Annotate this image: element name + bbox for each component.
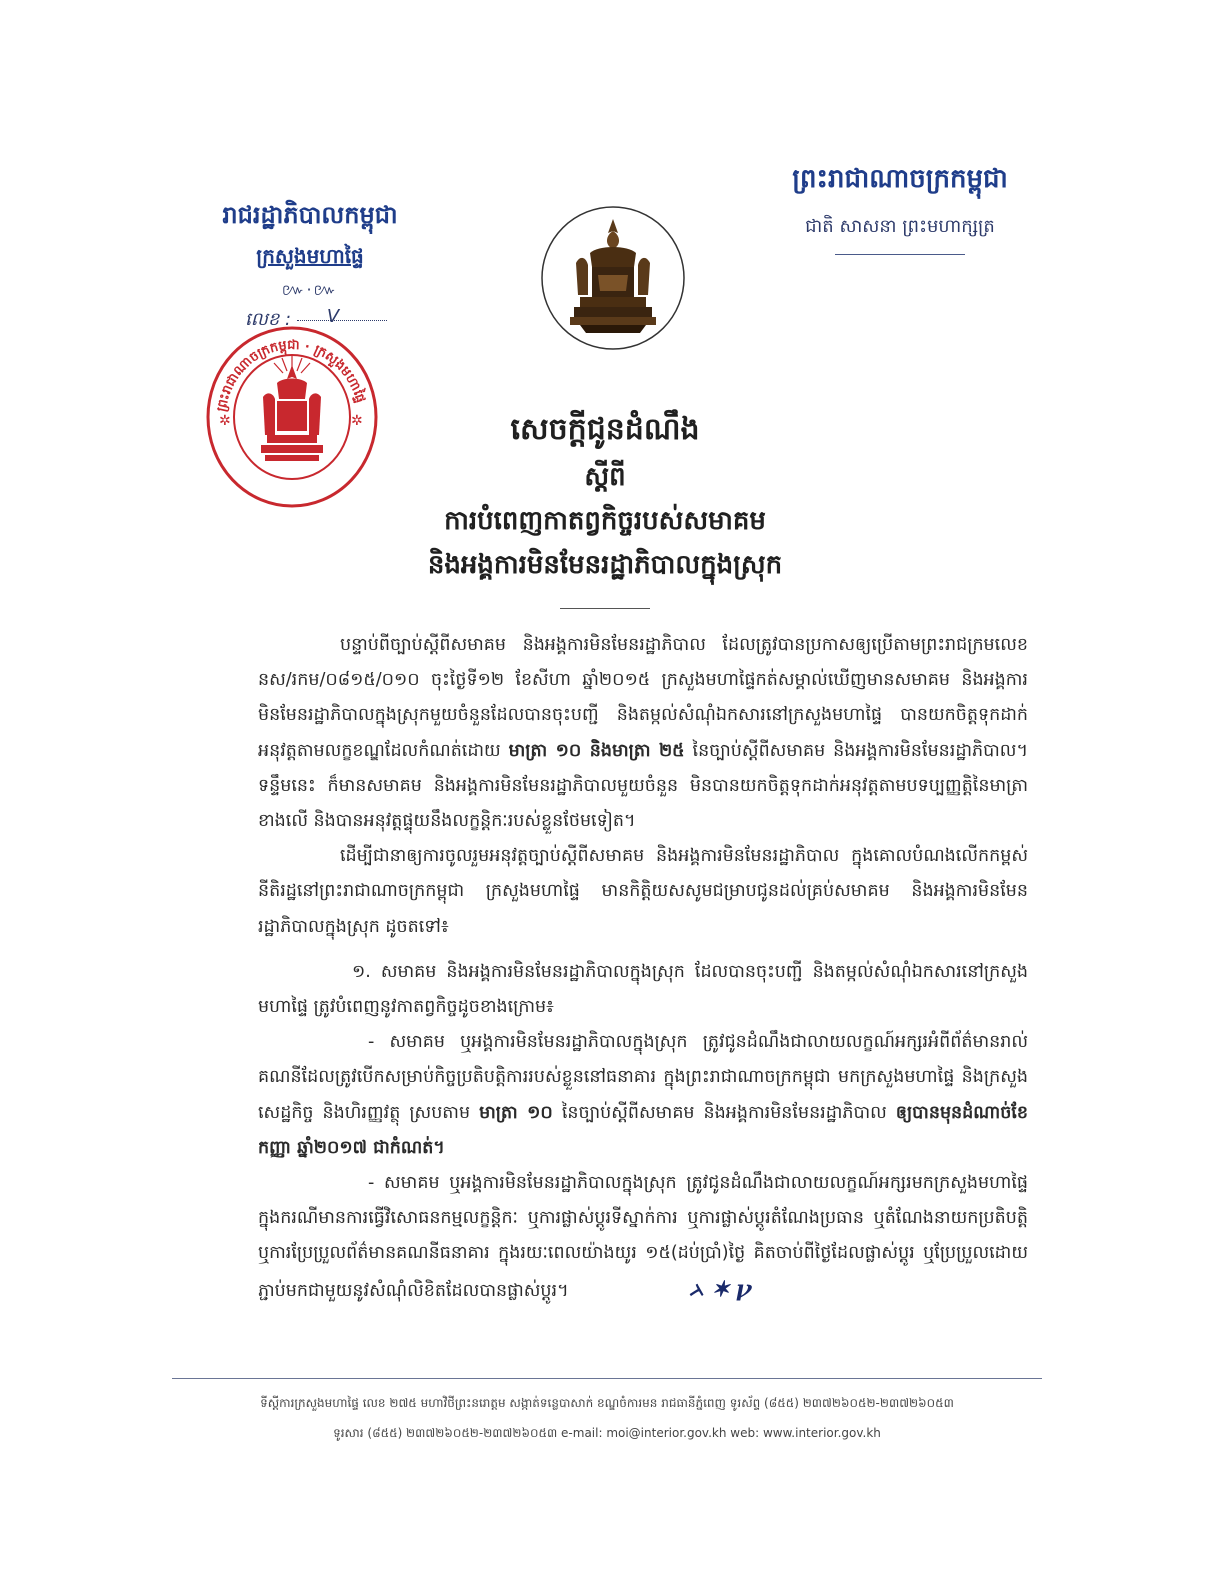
- svg-text:✲: ✲: [219, 413, 231, 429]
- paragraph-5: [258, 1166, 1028, 1309]
- footer: [176, 1388, 1038, 1448]
- government-name: រាជរដ្ឋាភិបាលកម្ពុជា: [222, 201, 398, 229]
- ministry-header: [195, 200, 425, 334]
- title-divider: [560, 608, 650, 609]
- svg-text:✲: ✲: [351, 413, 363, 429]
- number-field: [297, 306, 387, 327]
- title-line-3: ការបំពេញកាតព្វកិច្ចរបស់សមាគម: [444, 506, 766, 536]
- kingdom-motto: ជាតិ សាសនា ព្រះមហាក្សត្រ: [805, 216, 995, 237]
- paragraph-1-text-b: នៃច្បាប់ស្តីពីសមាគម និងអង្គការមិនមែនរដ្ឋាភិបាល។ ទន្ទឹមនេះ ក៏មានសមាគម និងអង្គការមិនមែនរដ្ឋាភិបាលមួយចំនួន មិនបានយកចិត្តទុកដាក់អនុវត្តតាមបទប្បញ្ញត្តិនៃមាត្រាខាងលើ និងបានអនុវត្តផ្ទុយនឹងលក្ខន្តិកៈរបស់ខ្លួនថែមទៀត។: [258, 740, 1028, 832]
- footer-address: ទីស្តីការក្រសួងមហាផ្ទៃ លេខ ២៧៥ មហាវិថីព្រះនរោត្តម សង្កាត់ទន្លេបាសាក់ ខណ្ឌចំការមន រាជធានីភ្នំពេញ ទូរស័ព្ទ (៨៥៥) ២៣៧២៦០៥២-២៣៧២៦០៥៣: [260, 1396, 954, 1410]
- paragraph-4-text-b: នៃច្បាប់ស្តីពីសមាគម និងអង្គការមិនមែនរដ្ឋាភិបាល: [561, 1102, 887, 1123]
- seal-text: ព្រះរាជាណាចក្រកម្ពុជា · ក្រសួងមហាផ្ទៃ: [214, 337, 368, 414]
- ornament: ៚·៚: [281, 280, 339, 299]
- number-value: V: [326, 306, 340, 327]
- article-reference: មាត្រា ១០ និងមាត្រា ២៥: [508, 740, 685, 761]
- title-line-1: សេចក្តីជូនដំណឹង: [510, 412, 700, 447]
- title-line-4: និងអង្គការមិនមែនរដ្ឋាភិបាលក្នុងស្រុក: [427, 550, 783, 580]
- notice-title: [300, 410, 910, 609]
- paragraph-2: ដើម្បីជានាឲ្យការចូលរួមអនុវត្តច្បាប់ស្តីពីសមាគម និងអង្គការមិនមែនរដ្ឋាភិបាល ក្នុងគោលបំណងលើកកម្ពស់នីតិរដ្ឋនៅព្រះរាជាណាចក្រកម្ពុជា ក្រសួងមហាផ្ទៃ មានកិត្តិយសសូមជម្រាបជូនដល់គ្រប់សមាគម និងអង្គការមិនមែនរដ្ឋាភិបាលក្នុងស្រុក ដូចតទៅ៖: [258, 846, 1028, 937]
- header-divider: [835, 251, 965, 259]
- kingdom-header: [740, 162, 1060, 259]
- paragraph-1: [258, 628, 1028, 839]
- paragraph-3: ១. សមាគម និងអង្គការមិនមែនរដ្ឋាភិបាលក្នុងស្រុក ដែលបានចុះបញ្ជី និងតម្កល់សំណុំឯកសារនៅក្រសួងមហាផ្ទៃ ត្រូវបំពេញនូវកាតព្វកិច្ចដូចខាងក្រោម៖: [258, 961, 1028, 1018]
- notice-body: [258, 628, 1028, 1309]
- initials-signature: ᨂ ✶ ꝩ: [688, 1275, 752, 1302]
- paragraph-1-text-a: បន្ទាប់ពីច្បាប់ស្តីពីសមាគម និងអង្គការមិនមែនរដ្ឋាភិបាល ដែលត្រូវបានប្រកាសឲ្យប្រើតាមព្រះរាជក្រមលេខ នស/រកម/០៨១៥/០១០ ចុះថ្ងៃទី១២ ខែសីហា ឆ្នាំ២០១៥ ក្រសួងមហាផ្ទៃកត់សម្គាល់ឃើញមានសមាគម និងអង្គការមិនមែនរដ្ឋាភិបាលក្នុងស្រុកមួយចំនួនដែលបានចុះបញ្ជី និងតម្កល់សំណុំឯកសារនៅក្រសួងមហាផ្ទៃ បានយកចិត្តទុកដាក់អនុវត្តតាមលក្ខខណ្ឌដែលកំណត់ដោយ: [258, 635, 1028, 761]
- royal-emblem-icon: [540, 205, 686, 351]
- article-10-reference: មាត្រា ១០: [479, 1102, 553, 1123]
- kingdom-title: ព្រះរាជាណាចក្រកម្ពុជា: [792, 164, 1008, 194]
- footer-contact: ទូរសារ (៨៥៥) ២៣៧២៦០៥២-២៣៧២៦០៥៣ e-mail: moi@interior.gov.kh web: www.interior.gov.kh: [333, 1426, 881, 1440]
- footer-rule: [172, 1378, 1042, 1379]
- title-line-2: ស្តីពី: [584, 462, 626, 492]
- ministry-name: ក្រសួងមហាផ្ទៃ: [256, 244, 364, 268]
- number-label: លេខ :: [245, 309, 292, 330]
- paragraph-4-text-a: - សមាគម ឬអង្គការមិនមែនរដ្ឋាភិបាលក្នុងស្រុក ត្រូវជូនដំណឹងជាលាយលក្ខណ៍អក្សរអំពីព័ត៌មានរាល់គណនីដែលត្រូវបើកសម្រាប់កិច្ចប្រតិបត្តិការរបស់ខ្លួននៅធនាគារ ក្នុងព្រះរាជាណាចក្រកម្ពុជា មកក្រសួងមហាផ្ទៃ និងក្រសួងសេដ្ឋកិច្ច និងហិរញ្ញវត្ថុ ស្របតាម: [258, 1032, 1028, 1123]
- paragraph-4: [258, 1025, 1028, 1166]
- paragraph-5-text: - សមាគម ឬអង្គការមិនមែនរដ្ឋាភិបាលក្នុងស្រុក ត្រូវជូនដំណឹងជាលាយលក្ខណ៍អក្សរមកក្រសួងមហាផ្ទៃ ក្នុងករណីមានការធ្វើវិសោធនកម្មលក្ខន្តិកៈ ឬការផ្លាស់ប្តូរទីស្នាក់ការ ឬការផ្លាស់ប្តូរតំណែងប្រធាន ឬតំណែងនាយកប្រតិបត្តិ ឬការប្រែប្រួលព័ត៌មានគណនីធនាគារ ក្នុងរយៈពេលយ៉ាងយូរ ១៥(ដប់ប្រាំ)ថ្ងៃ គិតចាប់ពីថ្ងៃដែលផ្លាស់ប្តូរ ឬប្រែប្រួលដោយភ្ជាប់មកជាមួយនូវសំណុំលិខិតដែលបានផ្លាស់ប្តូរ។: [258, 1173, 1028, 1301]
- deadline-text: ឲ្យបានមុនដំណាច់ខែកញ្ញា ឆ្នាំ២០១៧ ជាកំណត់។: [258, 1102, 1028, 1158]
